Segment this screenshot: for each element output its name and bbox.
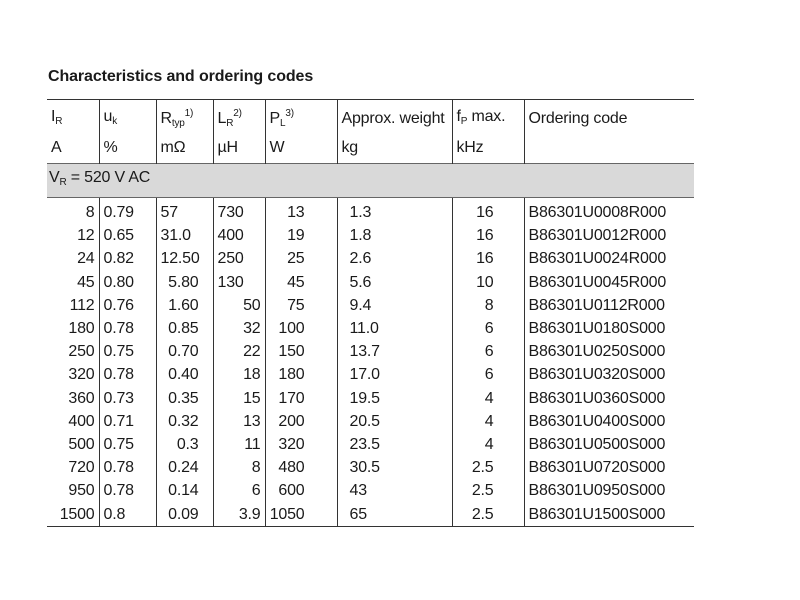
table-cell: 6 (452, 317, 524, 340)
table-cell: 112 (69, 296, 95, 314)
table-row (47, 456, 694, 479)
table-cell: 0.09 (156, 502, 213, 526)
table-cell: 0.78 (99, 456, 156, 479)
header-suffix: max. (467, 107, 506, 125)
table-cell: 320 (265, 433, 337, 456)
table-cell: B86301U0250S000 (524, 340, 694, 363)
table-cell: 11.0 (337, 317, 452, 340)
table-row (47, 224, 694, 247)
table-cell: 0.79 (99, 201, 156, 224)
table-cell: 1.8 (337, 224, 452, 247)
column-unit-5 (337, 137, 452, 164)
column-unit-0 (47, 137, 99, 164)
table-row (47, 247, 694, 270)
table-cell: 0.85 (156, 317, 213, 340)
column-header-4 (265, 100, 337, 138)
unit-label: % (103, 139, 118, 156)
table-cell: 0.75 (99, 433, 156, 456)
header-symbol: I (51, 107, 56, 125)
table-cell: 0.75 (99, 340, 156, 363)
table-cell: 2.5 (452, 502, 524, 526)
table-cell: 12 (77, 227, 95, 245)
unit-label: mΩ (160, 139, 186, 156)
header-subscript: L (279, 118, 286, 129)
table-cell: 180 (68, 320, 95, 338)
table-cell: 5.6 (337, 271, 452, 294)
column-unit-4 (265, 137, 337, 164)
table-cell: 6 (452, 363, 524, 386)
table-cell: 13.7 (337, 340, 452, 363)
table-cell: 24 (77, 250, 95, 268)
table-cell: 0.40 (156, 363, 213, 386)
table-cell: 320 (68, 366, 95, 384)
table-cell: 400 (213, 224, 265, 247)
header-subscript: R (55, 115, 63, 127)
table-row (47, 363, 694, 386)
header-subscript: typ (171, 118, 185, 129)
table-cell: 0.8 (99, 502, 156, 526)
unit-label: W (269, 139, 285, 156)
column-unit-2 (156, 137, 213, 164)
table-cell: 16 (452, 201, 524, 224)
table-cell: 6 (213, 479, 265, 502)
table-cell: 0.78 (99, 317, 156, 340)
table-cell: 11 (213, 433, 265, 456)
table-cell: 100 (265, 317, 337, 340)
table-cell: 0.24 (156, 456, 213, 479)
table-row (47, 340, 694, 363)
unit-label: kHz (456, 139, 484, 156)
table-cell: 16 (452, 247, 524, 270)
table-cell: 45 (77, 273, 95, 291)
table-title: Characteristics and ordering codes (48, 68, 314, 85)
table-cell: 0.78 (99, 479, 156, 502)
table-cell: 10 (452, 271, 524, 294)
table-cell: 180 (265, 363, 337, 386)
table-cell: 0.76 (99, 294, 156, 317)
table-cell: B86301U0045R000 (524, 271, 694, 294)
table-cell: B86301U0950S000 (524, 479, 694, 502)
header-superscript: 3) (285, 108, 294, 119)
unit-label: A (51, 139, 62, 156)
column-header-5 (337, 100, 452, 138)
table-cell: 720 (68, 459, 95, 477)
table-cell: 2.5 (452, 456, 524, 479)
table-cell: 0.71 (99, 410, 156, 433)
table-cell: 6 (452, 340, 524, 363)
column-unit-7 (524, 137, 694, 164)
table-cell: 730 (213, 201, 265, 224)
table-cell: 170 (265, 387, 337, 410)
table-cell: B86301U0012R000 (524, 224, 694, 247)
table-cell: 1050 (265, 502, 337, 526)
table-cell: 0.14 (156, 479, 213, 502)
column-unit-3 (213, 137, 265, 164)
table-cell: 8 (85, 204, 95, 222)
column-unit-1 (99, 137, 156, 164)
table-cell: 4 (452, 410, 524, 433)
table-cell: B86301U0500S000 (524, 433, 694, 456)
column-header-1 (99, 100, 156, 138)
section-label (47, 164, 694, 198)
column-header-0 (47, 100, 99, 138)
table-row (47, 410, 694, 433)
table-cell: 2.6 (337, 247, 452, 270)
table-cell: 1.60 (156, 294, 213, 317)
table-row (47, 479, 694, 502)
table-row (47, 294, 694, 317)
header-subscript: k (112, 115, 118, 127)
section-symbol: V (49, 169, 60, 186)
column-unit-6 (452, 137, 524, 164)
unit-label: µH (217, 139, 238, 156)
header-row-symbols (47, 100, 694, 138)
column-header-7 (524, 100, 694, 138)
table-cell: B86301U0024R000 (524, 247, 694, 270)
table-cell: 130 (213, 271, 265, 294)
section-row (47, 164, 694, 198)
table-cell: 400 (68, 412, 95, 430)
table-cell: 8 (213, 456, 265, 479)
table-cell: 65 (337, 502, 452, 526)
table-cell: B86301U0112R000 (524, 294, 694, 317)
table-cell: 16 (452, 224, 524, 247)
table-cell: 31.0 (156, 224, 213, 247)
table-row (47, 433, 694, 456)
table-cell: 13 (265, 201, 337, 224)
table-cell: 30.5 (337, 456, 452, 479)
table-cell: 0.73 (99, 387, 156, 410)
table-cell: 0.35 (156, 387, 213, 410)
header-symbol: Ordering code (528, 110, 628, 127)
table-cell: 200 (265, 410, 337, 433)
table-cell: B86301U0320S000 (524, 363, 694, 386)
table-cell: 12.50 (156, 247, 213, 270)
table-cell: 0.80 (99, 271, 156, 294)
table-cell: 32 (213, 317, 265, 340)
table-cell: 250 (68, 343, 95, 361)
table-cell: B86301U0720S000 (524, 456, 694, 479)
table-cell: 23.5 (337, 433, 452, 456)
table-cell: 4 (452, 387, 524, 410)
table-cell: B86301U0400S000 (524, 410, 694, 433)
header-symbol: P (269, 110, 280, 127)
table-cell: 3.9 (213, 502, 265, 526)
header-symbol: Approx. weight (341, 110, 445, 127)
table-cell: 0.65 (99, 224, 156, 247)
table-cell: 0.70 (156, 340, 213, 363)
table-cell: 5.80 (156, 271, 213, 294)
table-cell: 150 (265, 340, 337, 363)
table-cell: 1.3 (337, 201, 452, 224)
table-cell: 8 (452, 294, 524, 317)
table-cell: 0.3 (156, 433, 213, 456)
table-cell: B86301U1500S000 (524, 502, 694, 526)
table-cell: 950 (68, 482, 95, 500)
section-subscript: R (59, 177, 67, 188)
table-row (47, 201, 694, 224)
table-cell: 45 (265, 271, 337, 294)
table-row (47, 317, 694, 340)
table-cell: 1500 (47, 502, 99, 526)
table-cell: 22 (213, 340, 265, 363)
table-cell: 4 (452, 433, 524, 456)
table-cell: 500 (68, 435, 95, 453)
header-subscript: R (226, 118, 234, 129)
header-symbol: f (456, 107, 461, 125)
table-cell: 25 (265, 247, 337, 270)
header-row-units (47, 137, 694, 164)
table-cell: 18 (213, 363, 265, 386)
table-cell: 57 (156, 201, 213, 224)
table-cell: 0.82 (99, 247, 156, 270)
table-cell: 15 (213, 387, 265, 410)
table-cell: 2.5 (452, 479, 524, 502)
table-cell: 19.5 (337, 387, 452, 410)
table-cell: 0.32 (156, 410, 213, 433)
table-cell: 75 (265, 294, 337, 317)
header-symbol: u (103, 107, 113, 125)
table-cell: 19 (265, 224, 337, 247)
header-superscript: 2) (233, 108, 242, 119)
table-cell: 250 (213, 247, 265, 270)
table-cell: 43 (337, 479, 452, 502)
table-cell: B86301U0360S000 (524, 387, 694, 410)
characteristics-table (47, 99, 694, 527)
table-cell: B86301U0180S000 (524, 317, 694, 340)
unit-label: kg (341, 139, 358, 156)
table-cell: 50 (213, 294, 265, 317)
table-cell: 360 (68, 389, 95, 407)
table-cell: B86301U0008R000 (524, 201, 694, 224)
table-cell: 20.5 (337, 410, 452, 433)
table-cell: 13 (213, 410, 265, 433)
table-cell: 480 (265, 456, 337, 479)
table-cell: 0.78 (99, 363, 156, 386)
table-cell: 600 (265, 479, 337, 502)
header-subscript: P (460, 115, 468, 127)
column-header-3 (213, 100, 265, 138)
column-header-2 (156, 100, 213, 138)
header-symbol: R (160, 110, 172, 127)
section-text: = 520 V AC (66, 169, 151, 186)
header-superscript: 1) (184, 108, 194, 119)
table-cell: 9.4 (337, 294, 452, 317)
table-cell: 17.0 (337, 363, 452, 386)
table-row (47, 271, 694, 294)
table-row (47, 387, 694, 410)
column-header-6 (452, 100, 524, 138)
table-row (47, 502, 694, 526)
header-symbol: L (217, 110, 227, 127)
